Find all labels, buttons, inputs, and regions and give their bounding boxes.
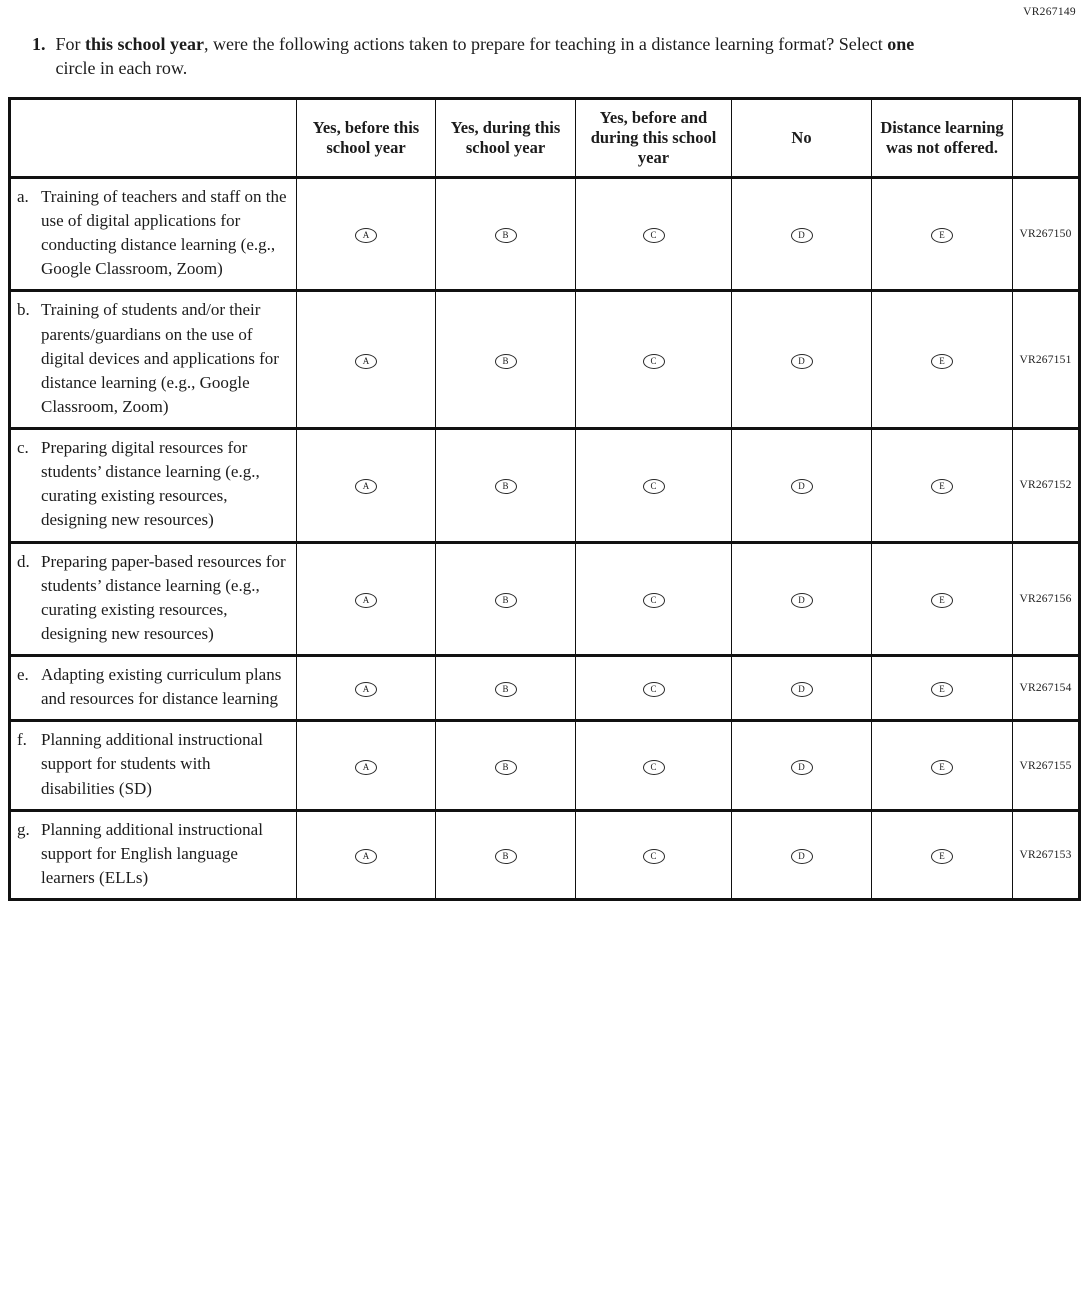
row-item-letter: a.: [17, 186, 29, 206]
form-code: VR267149: [1023, 6, 1076, 18]
header-option-yes-during: Yes, during this school year: [436, 98, 576, 177]
bubble-cell: [297, 291, 436, 429]
row-code: VR267156: [1019, 592, 1072, 605]
bubble-cell: [576, 721, 732, 810]
table-row: [10, 721, 1080, 810]
answer-bubble-d[interactable]: D: [791, 849, 813, 864]
answer-bubble-b[interactable]: B: [495, 228, 517, 243]
row-label-cell: [10, 721, 297, 810]
row-item-letter: c.: [17, 438, 29, 458]
answer-bubble-e[interactable]: E: [931, 760, 953, 775]
question-text-part: circle in each row.: [55, 58, 188, 79]
row-label-wrap: [17, 663, 288, 711]
bubble-cell: [436, 291, 576, 429]
table-row: [10, 656, 1080, 721]
bubble-cell: [732, 810, 872, 899]
answer-bubble-e[interactable]: E: [931, 479, 953, 494]
row-code-cell: [1013, 656, 1080, 721]
question-text: [56, 32, 933, 81]
row-code: VR267152: [1019, 479, 1072, 492]
row-code-cell: [1013, 291, 1080, 429]
row-code-cell: [1013, 177, 1080, 291]
bubble-cell: [732, 542, 872, 656]
row-label-cell: [10, 177, 297, 291]
row-code: VR267155: [1019, 759, 1072, 772]
question-text-bold: one: [887, 34, 915, 54]
bubble-cell: [872, 721, 1013, 810]
answer-bubble-a[interactable]: A: [355, 849, 377, 864]
bubble-cell: [872, 656, 1013, 721]
row-item-label: Training of students and/or their parents/guardians on the use of digital devices and applications for distance learning (e.g., Google Classroom, Zoom): [41, 300, 279, 416]
row-code: VR267153: [1019, 848, 1072, 861]
table-row: [10, 429, 1080, 543]
bubble-cell: [436, 542, 576, 656]
answer-bubble-c[interactable]: C: [643, 849, 665, 864]
answer-bubble-e[interactable]: E: [931, 593, 953, 608]
question-number: 1.: [32, 34, 46, 54]
answer-bubble-b[interactable]: B: [495, 849, 517, 864]
row-item-label: Planning additional instructional support for students with disabilities (SD): [41, 730, 263, 798]
bubble-cell: [576, 177, 732, 291]
answer-bubble-d[interactable]: D: [791, 479, 813, 494]
answer-bubble-c[interactable]: C: [643, 354, 665, 369]
row-label-cell: [10, 429, 297, 543]
bubble-cell: [576, 810, 732, 899]
row-label-cell: [10, 656, 297, 721]
bubble-cell: [576, 291, 732, 429]
answer-bubble-a[interactable]: A: [355, 354, 377, 369]
header-blank: [10, 98, 297, 177]
answer-bubble-c[interactable]: C: [643, 760, 665, 775]
answer-bubble-c[interactable]: C: [643, 593, 665, 608]
bubble-cell: [732, 291, 872, 429]
response-grid: [8, 97, 1081, 902]
header-option-not-offered: Distance learning was not offered.: [872, 98, 1013, 177]
bubble-cell: [436, 721, 576, 810]
answer-bubble-e[interactable]: E: [931, 849, 953, 864]
answer-bubble-a[interactable]: A: [355, 228, 377, 243]
row-item-label: Preparing digital resources for students’ distance learning (e.g., curating existing resources, designing new resources): [41, 438, 260, 530]
row-code: VR267154: [1019, 682, 1072, 695]
bubble-cell: [436, 656, 576, 721]
answer-bubble-c[interactable]: C: [643, 479, 665, 494]
row-label-wrap: [17, 436, 288, 533]
bubble-cell: [436, 810, 576, 899]
answer-bubble-e[interactable]: E: [931, 682, 953, 697]
bubble-cell: [732, 656, 872, 721]
row-item-letter: f.: [17, 730, 27, 750]
bubble-cell: [872, 177, 1013, 291]
header-option-yes-before: Yes, before this school year: [297, 98, 436, 177]
row-code: VR267151: [1019, 353, 1072, 366]
header-row: [10, 98, 1080, 177]
header-option-no: No: [732, 98, 872, 177]
header-code-blank: [1013, 98, 1080, 177]
question-text-part: For: [55, 34, 86, 54]
answer-bubble-d[interactable]: D: [791, 354, 813, 369]
bubble-cell: [576, 542, 732, 656]
row-item-letter: b.: [17, 300, 30, 320]
bubble-cell: [436, 429, 576, 543]
row-item-letter: d.: [17, 551, 30, 571]
answer-bubble-d[interactable]: D: [791, 760, 813, 775]
row-label-wrap: [17, 185, 288, 282]
bubble-cell: [872, 429, 1013, 543]
bubble-cell: [732, 177, 872, 291]
answer-bubble-c[interactable]: C: [643, 682, 665, 697]
header-option-yes-before-and-during: Yes, before and during this school year: [576, 98, 732, 177]
table-row: [10, 542, 1080, 656]
bubble-cell: [436, 177, 576, 291]
row-label-cell: [10, 291, 297, 429]
row-label-cell: [10, 810, 297, 899]
bubble-cell: [297, 656, 436, 721]
answer-bubble-b[interactable]: B: [495, 479, 517, 494]
answer-bubble-a[interactable]: A: [355, 479, 377, 494]
answer-bubble-c[interactable]: C: [643, 228, 665, 243]
bubble-cell: [576, 429, 732, 543]
row-label-cell: [10, 542, 297, 656]
answer-bubble-d[interactable]: D: [791, 682, 813, 697]
bubble-cell: [576, 656, 732, 721]
row-item-letter: e.: [17, 665, 29, 685]
answer-bubble-a[interactable]: A: [355, 682, 377, 697]
row-item-label: Planning additional instructional support for English language learners (ELLs): [41, 819, 263, 887]
row-label-wrap: [17, 550, 288, 647]
row-code-cell: [1013, 542, 1080, 656]
bubble-cell: [297, 542, 436, 656]
bubble-cell: [732, 721, 872, 810]
row-item-letter: g.: [17, 819, 30, 839]
answer-bubble-e[interactable]: E: [931, 354, 953, 369]
row-item-label: Training of teachers and staff on the use of digital applications for conducting distance learning (e.g., Google Classroom, Zoom): [41, 186, 287, 279]
table-row: [10, 810, 1080, 899]
row-code-cell: [1013, 429, 1080, 543]
row-label-wrap: [17, 818, 288, 890]
table-body: [10, 177, 1080, 899]
table-row: [10, 177, 1080, 291]
bubble-cell: [872, 542, 1013, 656]
bubble-cell: [872, 810, 1013, 899]
row-code: VR267150: [1019, 228, 1072, 241]
question-text-bold: this school year: [85, 34, 205, 54]
table-row: [10, 291, 1080, 429]
answer-bubble-b[interactable]: B: [495, 760, 517, 775]
row-item-label: Preparing paper-based resources for students’ distance learning (e.g., curating existing resources, designing new resources): [41, 551, 286, 643]
bubble-cell: [297, 810, 436, 899]
bubble-cell: [732, 429, 872, 543]
row-item-label: Adapting existing curriculum plans and resources for distance learning: [41, 665, 282, 709]
answer-bubble-e[interactable]: E: [931, 228, 953, 243]
answer-bubble-b[interactable]: B: [495, 354, 517, 369]
bubble-cell: [872, 291, 1013, 429]
answer-bubble-a[interactable]: A: [355, 760, 377, 775]
answer-bubble-d[interactable]: D: [791, 593, 813, 608]
bubble-cell: [297, 177, 436, 291]
bubble-cell: [297, 721, 436, 810]
answer-bubble-a[interactable]: A: [355, 593, 377, 608]
row-code-cell: [1013, 810, 1080, 899]
answer-bubble-d[interactable]: D: [791, 228, 813, 243]
row-label-wrap: [17, 728, 288, 800]
answer-bubble-b[interactable]: B: [495, 593, 517, 608]
question-text-part: , were the following actions taken to prepare for teaching in a distance learning format? Select: [204, 34, 888, 54]
row-code-cell: [1013, 721, 1080, 810]
bubble-cell: [297, 429, 436, 543]
row-label-wrap: [17, 298, 288, 419]
question: [32, 32, 932, 81]
answer-bubble-b[interactable]: B: [495, 682, 517, 697]
